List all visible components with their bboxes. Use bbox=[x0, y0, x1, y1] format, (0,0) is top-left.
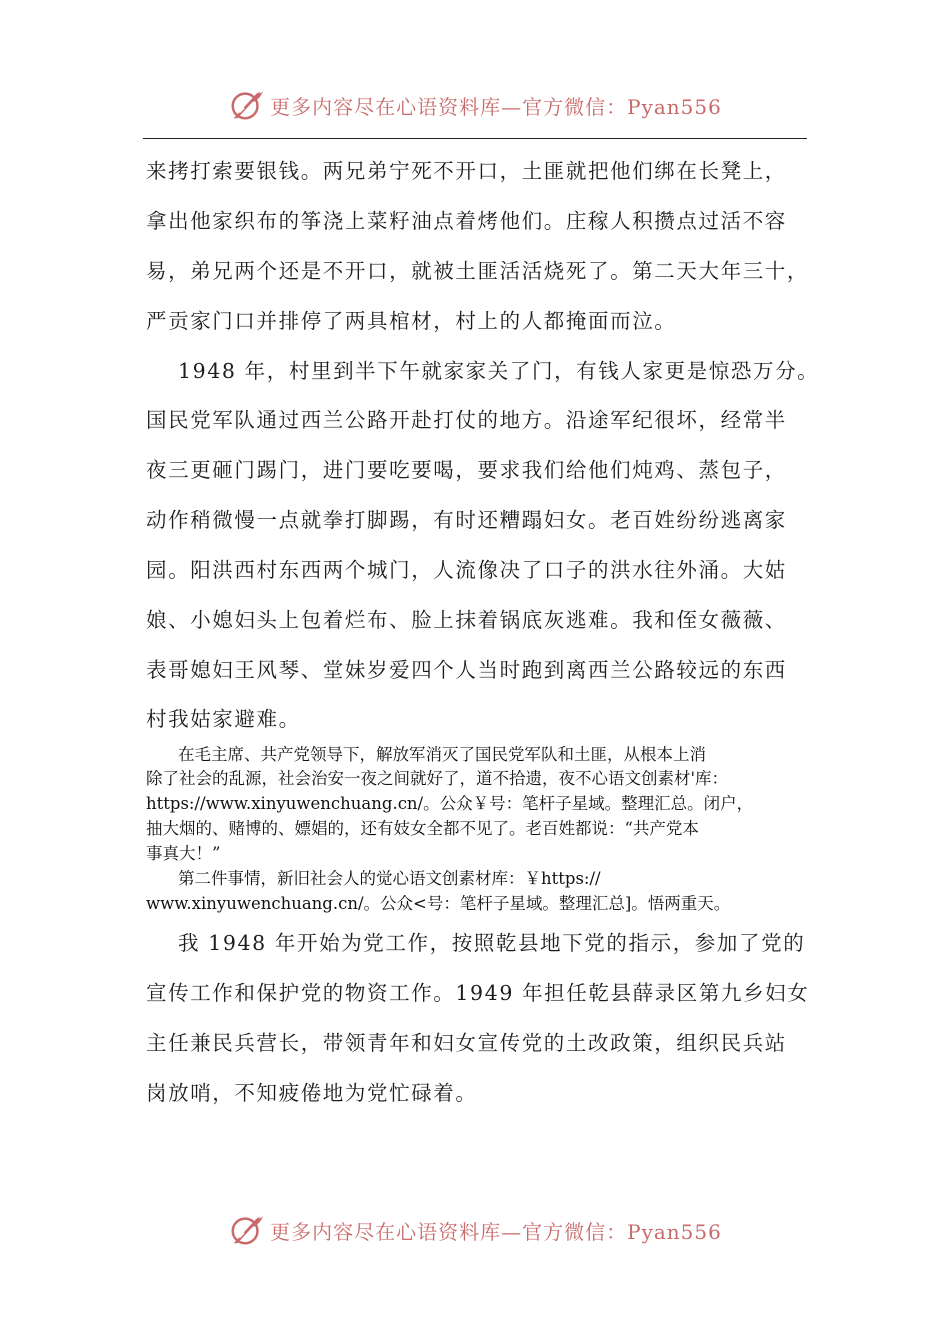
body-line: 表哥媳妇王风琴、堂妹岁爱四个人当时跑到离西兰公路较远的东西 bbox=[146, 658, 787, 682]
body-line: 娘、小媳妇头上包着烂布、脸上抹着锅底灰逃难。我和侄女薇薇、 bbox=[146, 608, 787, 632]
small-line: www.xinyuwenchuang.cn/。公众<号：笔杆子星域。整理汇总]。悟两重天。 bbox=[146, 894, 731, 913]
body-line: 我 1948 年开始为党工作，按照乾县地下党的指示，参加了党的 bbox=[178, 931, 806, 955]
small-line: 抽大烟的、赌博的、嫖娼的，还有妓女全都不见了。老百姓都说：“共产党本 bbox=[146, 819, 699, 838]
body-line: 动作稍微慢一点就拳打脚踢，有时还糟蹋妇女。老百姓纷纷逃离家 bbox=[146, 508, 787, 532]
body-line: 拿出他家织布的筝浇上菜籽油点着烤他们。庄稼人积攒点过活不容 bbox=[146, 209, 787, 233]
body-line: 夜三更砸门踢门，进门要吃要喝，要求我们给他们炖鸡、蒸包子， bbox=[146, 458, 787, 482]
body-line: 主任兼民兵营长，带领青年和妇女宣传党的土改政策，组织民兵站 bbox=[146, 1031, 787, 1055]
footer-banner-text: 更多内容尽在心语资料库—官方微信：Pyan556 bbox=[270, 1219, 722, 1244]
small-line: 除了社会的乱源，社会治安一夜之间就好了，道不拾遗，夜不心语文创素材'库： bbox=[146, 769, 729, 788]
body-line: 严贡家门口并排停了两具棺材，村上的人都掩面而泣。 bbox=[146, 309, 677, 333]
feather-pen-logo-icon bbox=[228, 1211, 266, 1249]
body-line: 1948 年，村里到半下午就家家关了门，有钱人家更是惊恐万分。 bbox=[178, 359, 820, 383]
small-line: https://www.xinyuwenchuang.cn/。公众￥号：笔杆子星域。整理汇总。闭户， bbox=[146, 794, 754, 813]
header-divider bbox=[143, 138, 807, 139]
footer-banner bbox=[0, 1208, 950, 1252]
body-line: 易，弟兄两个还是不开口，就被土匪活活烧死了。第二天大年三十， bbox=[146, 259, 809, 283]
body-line: 村我姑家避难。 bbox=[146, 707, 301, 731]
small-line: 事真大！” bbox=[146, 844, 221, 863]
body-line: 岗放哨，不知疲倦地为党忙碌着。 bbox=[146, 1081, 478, 1105]
body-line: 园。阳洪西村东西两个城门，人流像决了口子的洪水往外涌。大姑 bbox=[146, 558, 787, 582]
body-line: 国民党军队通过西兰公路开赴打仗的地方。沿途军纪很坏，经常半 bbox=[146, 408, 787, 432]
body-line: 宣传工作和保护党的物资工作。1949 年担任乾县薛录区第九乡妇女 bbox=[146, 981, 810, 1005]
body-line: 来拷打索要银钱。两兄弟宁死不开口，土匪就把他们绑在长凳上， bbox=[146, 159, 787, 183]
small-line: 第二件事情，新旧社会人的觉心语文创素材库：￥https:// bbox=[178, 869, 601, 888]
small-line: 在毛主席、共产党领导下，解放军消灭了国民党军队和土匪，从根本上消 bbox=[178, 745, 706, 764]
header-banner bbox=[0, 83, 950, 127]
feather-pen-logo-icon bbox=[228, 86, 266, 124]
header-banner-text: 更多内容尽在心语资料库—官方微信：Pyan556 bbox=[270, 94, 722, 119]
